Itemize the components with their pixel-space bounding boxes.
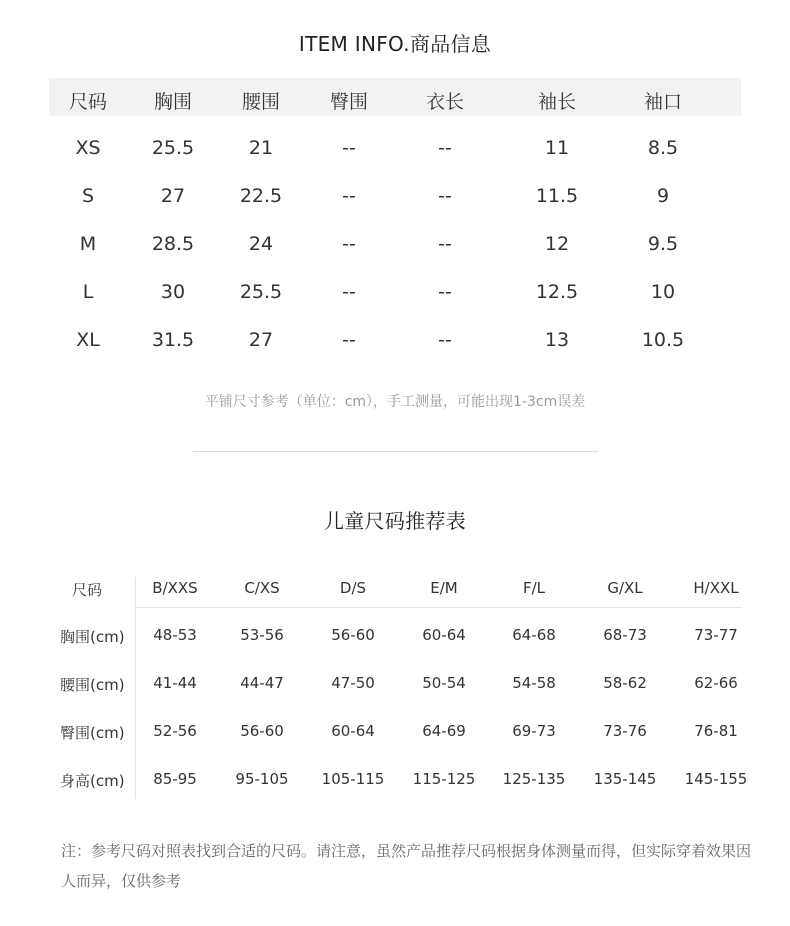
size-label-cell: L (82, 281, 94, 303)
size-table-cell: 28.5 (151, 233, 195, 255)
kids-table-cell: 105-115 (321, 770, 385, 788)
size-table-header-cell: 衣长 (425, 91, 465, 113)
size-table-cell: 8.5 (647, 137, 679, 159)
size-table-cell: 22.5 (239, 185, 283, 207)
kids-table-cell: 64-68 (512, 626, 556, 644)
kids-table-row-header: 腰围(cm) (60, 676, 125, 694)
kids-table-cell: 58-62 (603, 674, 647, 692)
size-table-cell: 12 (544, 233, 570, 255)
kids-table-cell: 44-47 (240, 674, 284, 692)
size-table-header-cell: 袖口 (643, 91, 683, 113)
kids-table-column-header: C/XS (244, 579, 280, 597)
kids-table-cell: 95-105 (235, 770, 289, 788)
size-table-cell: 30 (160, 281, 186, 303)
size-label-cell: M (79, 233, 97, 255)
kids-table-cell: 115-125 (412, 770, 476, 788)
kids-table-cell: 60-64 (331, 722, 375, 740)
size-table-cell: -- (342, 281, 356, 303)
kids-table-column-header: G/XL (607, 579, 643, 597)
size-table-cell: -- (342, 233, 356, 255)
measurement-note: 平铺尺寸参考（单位：cm），手工测量，可能出现1-3cm误差 (204, 394, 586, 410)
size-table-cell: 11 (544, 137, 570, 159)
size-table-cell: -- (438, 233, 452, 255)
size-table-header-bar (49, 78, 741, 116)
size-table-cell: -- (342, 185, 356, 207)
size-table-header-cell: 袖长 (537, 91, 577, 113)
size-table-cell: 10 (650, 281, 676, 303)
size-table-cell: -- (438, 185, 452, 207)
kids-table-cell: 76-81 (694, 722, 738, 740)
size-table-cell: 12.5 (535, 281, 579, 303)
size-table-header-cell: 臀围 (329, 91, 369, 113)
kids-table-cell: 53-56 (240, 626, 284, 644)
kids-table-cell: 60-64 (422, 626, 466, 644)
kids-table-cell: 125-135 (502, 770, 566, 788)
size-table-cell: -- (438, 281, 452, 303)
kids-table-corner-label: 尺码 (71, 581, 103, 599)
size-table-cell: 10.5 (641, 329, 685, 351)
size-table-cell: 24 (248, 233, 274, 255)
kids-table-column-header: H/XXL (693, 579, 739, 597)
kids-table-cell: 69-73 (512, 722, 556, 740)
size-label-cell: XL (76, 329, 100, 351)
kids-table-column-header: D/S (339, 579, 367, 597)
kids-table-column-header: E/M (430, 579, 458, 597)
kids-table-row-header: 臀围(cm) (60, 724, 125, 742)
size-table-cell: -- (342, 137, 356, 159)
size-table-cell: 25.5 (239, 281, 283, 303)
size-label-cell: XS (75, 137, 101, 159)
size-label-cell: S (81, 185, 95, 207)
kids-table-row-header: 身高(cm) (60, 772, 125, 790)
size-table-cell: 27 (160, 185, 186, 207)
item-info-title: ITEM INFO.商品信息 (298, 32, 492, 56)
size-table-cell: 13 (544, 329, 570, 351)
kids-table-cell: 85-95 (153, 770, 197, 788)
size-table-cell: 11.5 (535, 185, 579, 207)
size-table-cell: 9.5 (647, 233, 679, 255)
kids-table-cell: 48-53 (153, 626, 197, 644)
kids-table-cell: 47-50 (331, 674, 375, 692)
kids-table-cell: 41-44 (153, 674, 197, 692)
kids-table-cell: 62-66 (694, 674, 738, 692)
size-table-cell: 21 (248, 137, 274, 159)
size-table-cell: 31.5 (151, 329, 195, 351)
kids-table-cell: 73-77 (694, 626, 738, 644)
recommendation-note: 注：参考尺码对照表找到合适的尺码。请注意，虽然产品推荐尺码根据身体测量而得，但实际穿着效果因人而异，仅供参考 (61, 842, 752, 890)
kids-table-row-header: 胸围(cm) (60, 628, 125, 646)
size-table-cell: 27 (248, 329, 274, 351)
size-table-header-cell: 尺码 (68, 91, 108, 113)
kids-table-cell: 68-73 (603, 626, 647, 644)
size-table-header-cell: 腰围 (241, 91, 281, 113)
kids-table-cell: 145-155 (684, 770, 748, 788)
kids-table-cell: 52-56 (153, 722, 197, 740)
kids-table-cell: 73-76 (603, 722, 647, 740)
kids-table-cell: 64-69 (422, 722, 466, 740)
kids-size-chart-title: 儿童尺码推荐表 (323, 509, 467, 533)
kids-table-horizontal-rule (136, 607, 742, 608)
kids-table-cell: 56-60 (240, 722, 284, 740)
size-table-cell: -- (438, 329, 452, 351)
kids-table-column-header: B/XXS (152, 579, 198, 597)
size-table-cell: -- (438, 137, 452, 159)
kids-table-column-header: F/L (522, 579, 546, 597)
kids-table-cell: 50-54 (422, 674, 466, 692)
kids-table-vertical-rule (135, 577, 136, 799)
size-table-cell: -- (342, 329, 356, 351)
kids-table-cell: 54-58 (512, 674, 556, 692)
kids-table-cell: 135-145 (593, 770, 657, 788)
size-table-cell: 25.5 (151, 137, 195, 159)
section-divider (193, 451, 598, 452)
size-table-cell: 9 (656, 185, 670, 207)
size-table-header-cell: 胸围 (153, 91, 193, 113)
kids-table-cell: 56-60 (331, 626, 375, 644)
